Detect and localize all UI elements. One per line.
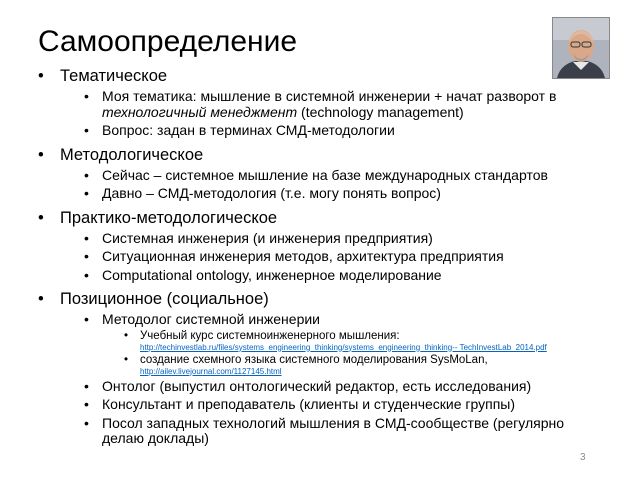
item-text: создание схемного языка системного моделирования SysMoLan, bbox=[140, 353, 488, 366]
item-emphasis: технологичный менеджмент bbox=[102, 103, 298, 120]
item-text-end: (technology management) bbox=[297, 103, 464, 120]
item-text: Computational ontology, инженерное моделирование bbox=[102, 266, 442, 283]
bullet: • bbox=[84, 414, 89, 431]
list-item bbox=[84, 397, 608, 413]
item-text: Моя тематика: мышление в системной инженерии + начат разворот в bbox=[102, 88, 557, 104]
section-topic bbox=[38, 66, 608, 139]
list-item bbox=[84, 268, 608, 284]
sysmolan-link[interactable]: http://ailev.livejournal.com/1127145.html bbox=[140, 366, 282, 376]
section-label: Позиционное (социальное) bbox=[60, 290, 269, 308]
bullet: • bbox=[84, 377, 89, 394]
item-text: Учебный курс системноинженерного мышления: bbox=[140, 329, 400, 342]
sub-list bbox=[84, 312, 608, 447]
bullet: • bbox=[84, 122, 89, 138]
list-item bbox=[84, 312, 608, 376]
item-text: Онтолог (выпустил онтологический редактор, есть исследования) bbox=[102, 377, 532, 394]
list-item bbox=[84, 89, 608, 120]
bullet: • bbox=[84, 166, 89, 183]
bullet: • bbox=[38, 67, 44, 85]
slide-title: Самоопределение bbox=[38, 25, 298, 58]
course-pdf-link[interactable]: http://techinvestlab.ru/files/systems_engineering_thinking/systems_engineering_thinking-- TechInvestLab_2014.pdf bbox=[140, 342, 547, 352]
bullet: • bbox=[84, 88, 89, 104]
item-text: Вопрос: задан в терминах СМД-методологии bbox=[102, 122, 395, 138]
bullet: • bbox=[38, 290, 44, 308]
sub-list bbox=[84, 89, 608, 139]
sub-list bbox=[84, 168, 608, 202]
bullet: • bbox=[84, 311, 89, 327]
bullet: • bbox=[84, 248, 89, 264]
bullet: • bbox=[124, 329, 129, 342]
list-item bbox=[84, 249, 608, 265]
list-item bbox=[84, 379, 608, 395]
bullet: • bbox=[84, 266, 89, 283]
item-text: Системная инженерия (и инженерия предприятия) bbox=[102, 229, 433, 246]
bullet: • bbox=[124, 353, 129, 366]
bullet: • bbox=[84, 396, 89, 412]
item-text: Посол западных технологий мышления в СМД-сообществе (регулярно делаю доклады) bbox=[102, 414, 564, 446]
item-text: Консультант и преподаватель (клиенты и студенческие группы) bbox=[102, 396, 516, 412]
section-practical bbox=[38, 208, 608, 284]
bullet: • bbox=[38, 145, 44, 164]
section-label: Методологическое bbox=[60, 145, 204, 164]
bullet: • bbox=[84, 185, 89, 201]
list-item bbox=[84, 231, 608, 247]
slide-content bbox=[38, 66, 608, 447]
section-list bbox=[38, 66, 608, 447]
sub-sub-list bbox=[124, 330, 608, 376]
list-item bbox=[124, 330, 608, 352]
list-item bbox=[84, 123, 608, 139]
section-positional bbox=[38, 289, 608, 447]
list-item bbox=[124, 354, 608, 376]
item-text: Сейчас – системное мышление на базе международных стандартов bbox=[102, 166, 548, 183]
section-methodological bbox=[38, 145, 608, 202]
list-item bbox=[84, 416, 608, 447]
item-text: Методолог системной инженерии bbox=[102, 311, 320, 327]
sub-list bbox=[84, 231, 608, 284]
item-text: Давно – СМД-методология (т.е. могу понять вопрос) bbox=[102, 185, 441, 201]
section-label: Практико-методологическое bbox=[60, 208, 278, 227]
item-text: Ситуационная инженерия методов, архитектура предприятия bbox=[102, 248, 504, 264]
page-number: 3 bbox=[580, 452, 586, 463]
section-label: Тематическое bbox=[60, 67, 168, 85]
bullet: • bbox=[84, 229, 89, 246]
bullet: • bbox=[38, 208, 44, 227]
list-item bbox=[84, 186, 608, 202]
list-item bbox=[84, 168, 608, 184]
